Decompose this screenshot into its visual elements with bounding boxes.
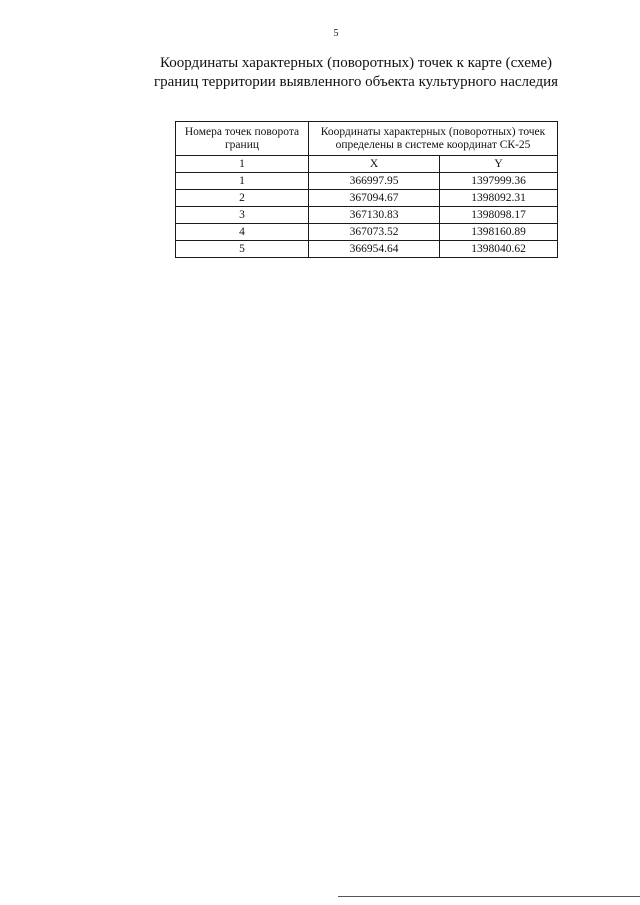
cell-y: 1398040.62 xyxy=(440,241,558,258)
cell-point-number: 3 xyxy=(176,207,309,224)
table-row xyxy=(176,224,558,241)
table-subheader-row xyxy=(176,156,558,173)
subheader-x: X xyxy=(309,156,440,173)
cell-y: 1398098.17 xyxy=(440,207,558,224)
table-row xyxy=(176,241,558,258)
document-title xyxy=(120,54,592,92)
table-row xyxy=(176,207,558,224)
subheader-num: 1 xyxy=(176,156,309,173)
cell-x: 367094.67 xyxy=(309,190,440,207)
table-row xyxy=(176,173,558,190)
cell-x: 367130.83 xyxy=(309,207,440,224)
cell-point-number: 2 xyxy=(176,190,309,207)
cell-x: 366954.64 xyxy=(309,241,440,258)
title-line: границ территории выявленного объекта культурного наследия xyxy=(153,74,559,90)
header-coordinates: Координаты характерных (поворотных) точек определены в системе координат СК-25 xyxy=(309,122,558,156)
title-line: Координаты характерных (поворотных) точек к карте (схеме) xyxy=(160,55,552,71)
cell-point-number: 4 xyxy=(176,224,309,241)
cell-x: 367073.52 xyxy=(309,224,440,241)
page-number: 5 xyxy=(333,28,339,39)
table-row xyxy=(176,190,558,207)
header-point-numbers: Номера точек поворота границ xyxy=(176,122,309,156)
footer-rule xyxy=(338,896,640,897)
cell-y: 1398160.89 xyxy=(440,224,558,241)
cell-y: 1398092.31 xyxy=(440,190,558,207)
cell-x: 366997.95 xyxy=(309,173,440,190)
subheader-y: Y xyxy=(440,156,558,173)
cell-y: 1397999.36 xyxy=(440,173,558,190)
coordinates-table xyxy=(175,121,558,258)
cell-point-number: 1 xyxy=(176,173,309,190)
cell-point-number: 5 xyxy=(176,241,309,258)
table-header-row xyxy=(176,122,558,156)
